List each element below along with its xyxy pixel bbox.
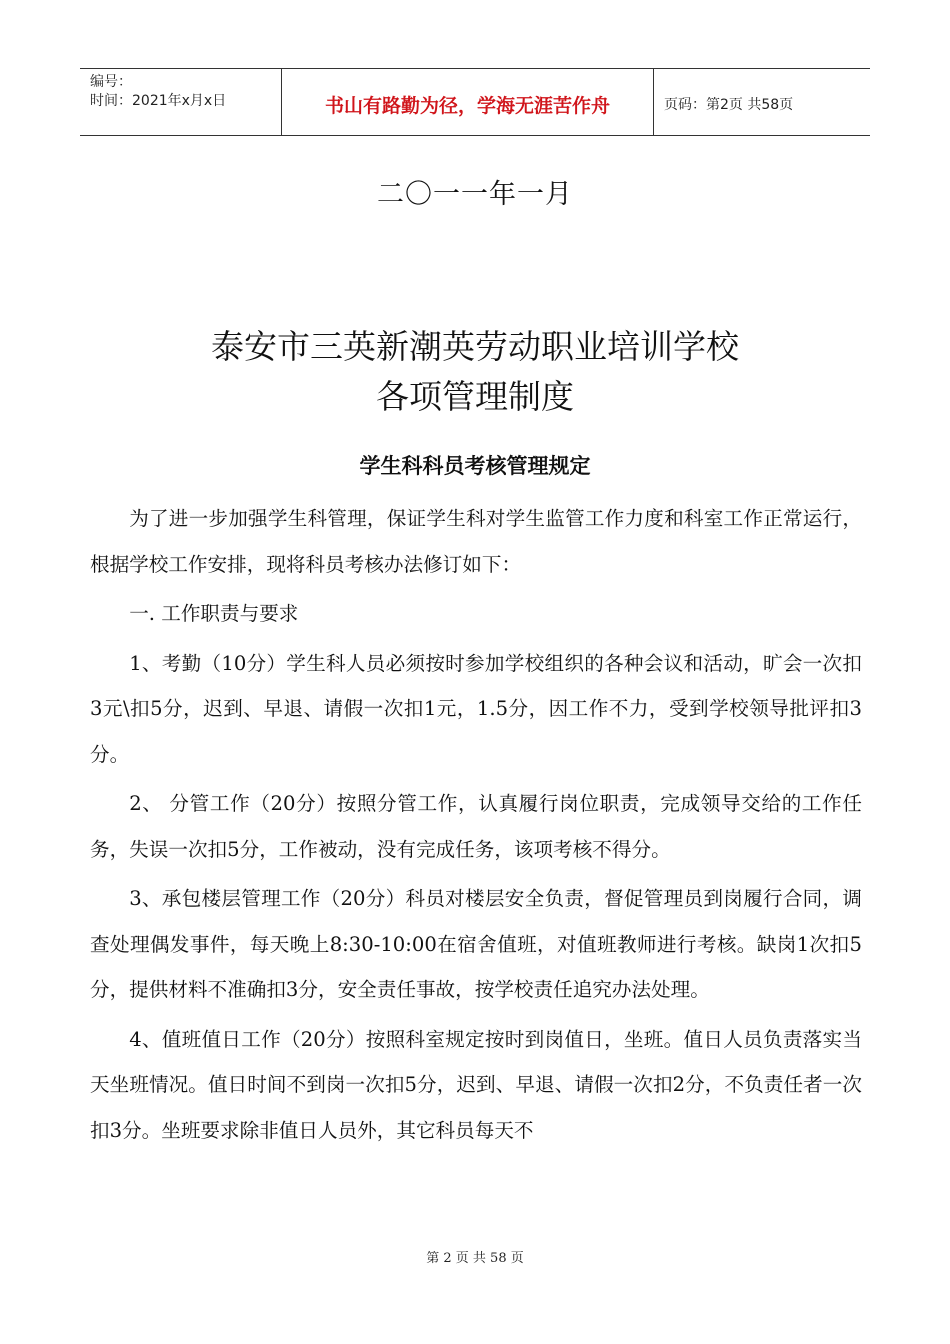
header-motto: 书山有路勤为径，学海无涯苦作舟 <box>282 69 654 135</box>
paragraph: 3、承包楼层管理工作（20分）科员对楼层安全负责，督促管理员到岗履行合同，调查处理偶发事件，每天晚上8:30-10:00在宿舍值班，对值班教师进行考核。缺岗1次扣5分，提供材料不准确扣3分，安全责任事故，按学校责任追究办法处理。 <box>90 887 862 1001</box>
paragraph: 1、考勤（10分）学生科人员必须按时参加学校组织的各种会议和活动，旷会一次扣3元\扣5分，迟到、早退、请假一次扣1元，1.5分，因工作不力，受到学校领导批评扣3分。 <box>90 651 862 766</box>
body-content <box>90 496 862 1153</box>
code-label: 编号： <box>90 74 132 90</box>
document-header <box>80 68 870 136</box>
page-footer: 第 2 页 共 58 页 <box>426 1251 524 1266</box>
title-line-1: 泰安市三英新潮英劳动职业培训学校 <box>211 327 739 366</box>
paragraph: 一. 工作职责与要求 <box>129 602 299 625</box>
section-title: 学生科科员考核管理规定 <box>359 454 591 478</box>
header-page-info: 页码：第2页 共58页 <box>664 97 794 113</box>
page-title <box>0 322 950 422</box>
paragraph: 为了进一步加强学生科管理，保证学生科对学生监管工作力度和科室工作正常运行，根据学校工作安排，现将科员考核办法修订如下： <box>90 507 862 576</box>
paragraph: 2、 分管工作（20分）按照分管工作，认真履行岗位职责，完成领导交给的工作任务，失误一次扣5分，工作被动，没有完成任务，该项考核不得分。 <box>90 792 862 861</box>
time-label: 时间：2021年x月x日 <box>90 93 227 109</box>
document-date: 二〇一一年一月 <box>377 179 573 210</box>
title-line-2: 各项管理制度 <box>376 377 574 416</box>
paragraph: 4、值班值日工作（20分）按照科室规定按时到岗值日，坐班。值日人员负责落实当天坐班情况。值日时间不到岗一次扣5分，迟到、早退、请假一次扣2分，不负责任者一次扣3分。坐班要求除非值日人员外，其它科员每天不 <box>90 1027 862 1142</box>
header-meta-cell <box>80 69 282 135</box>
